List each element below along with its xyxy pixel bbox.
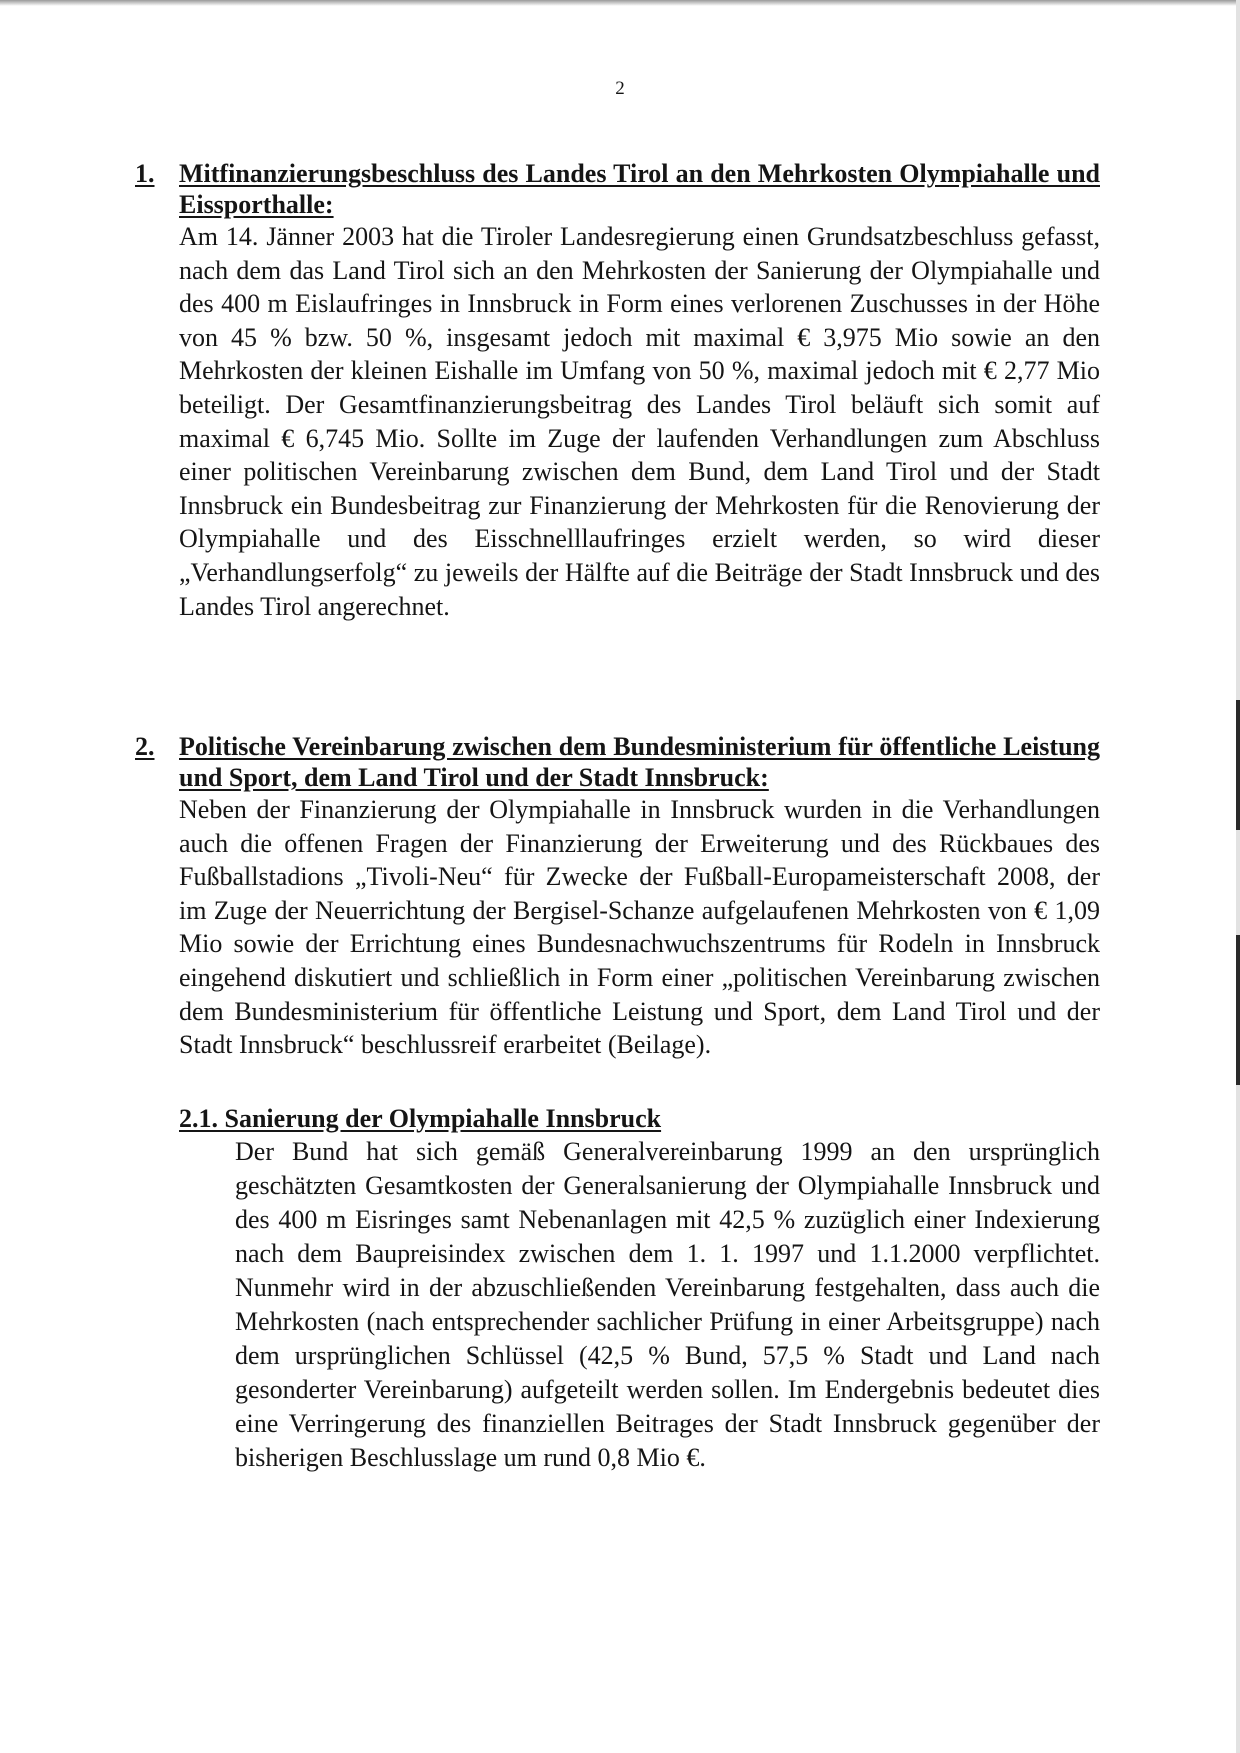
section-1-heading: [135, 158, 1100, 220]
section-2-number: 2.: [135, 732, 155, 761]
subsection-2-1-body: Der Bund hat sich gemäß Generalvereinbarung 1999 an den ursprünglich geschätzten Gesamtkosten der Generalsanierung der Olympiahalle Innsbruck und des 400 m Eisringes samt Nebenanlagen mit 42,5 % zuzüglich einer Indexierung nach dem Baupreisindex zwischen dem 1. 1. 1997 und 1.1.2000 verpflichtet. Nunmehr wird in der abzuschließenden Vereinbarung festgehalten, dass auch die Mehrkosten (nach entsprechender sachlicher Prüfung in einer Arbeitsgruppe) nach dem ursprünglichen Schlüssel (42,5 % Bund, 57,5 % Stadt und Land nach gesonderter Vereinbarung) aufgeteilt werden sollen. Im Endergebnis bedeutet dies eine Verringerung des finanziellen Beitrages der Stadt Innsbruck gegenüber der bisherigen Beschlusslage um rund 0,8 Mio €.: [235, 1136, 1100, 1472]
scan-right-edge: [1236, 0, 1240, 1753]
subsection-2-1-title: 2.1. Sanierung der Olympiahalle Innsbruck: [179, 1103, 662, 1133]
section-2-title: Politische Vereinbarung zwischen dem Bundesministerium für öffentliche Leistung und Sport, dem Land Tirol und der Stadt Innsbruck:: [179, 732, 1100, 792]
section-1-number: 1.: [135, 159, 155, 188]
section-1: [135, 158, 1100, 623]
section-2-heading: [135, 731, 1100, 793]
subsection-2-1: [179, 1102, 1100, 1475]
section-2-body: Neben der Finanzierung der Olympiahalle in Innsbruck wurden in die Verhandlungen auch die offenen Fragen der Finanzierung der Erweiterung und des Rückbaues des Fußballstadions „Tivoli-Neu“ für Zwecke der Fußball-Europameisterschaft 2008, der im Zuge der Neuerrichtung der Bergisel-Schanze aufgelaufenen Mehrkosten von € 1,09 Mio sowie der Errichtung eines Bundesnachwuchszentrums für Rodeln in Innsbruck eingehend diskutiert und schließlich in Form einer „politischen Vereinbarung zwischen dem Bundesministerium für öffentliche Leistung und Sport, dem Land Tirol und der Stadt Innsbruck“ beschlussreif erarbeitet (Beilage).: [179, 795, 1100, 1060]
section-1-body: Am 14. Jänner 2003 hat die Tiroler Landesregierung einen Grundsatzbeschluss gefasst, nach dem das Land Tirol sich an den Mehrkosten der Sanierung der Olympiahalle und des 400 m Eislaufringes in Innsbruck in Form eines verlorenen Zuschusses in der Höhe von 45 % bzw. 50 %, insgesamt jedoch mit maximal € 3,975 Mio sowie an den Mehrkosten der kleinen Eishalle im Umfang von 50 %, maximal jedoch mit € 2,77 Mio beteiligt. Der Gesamtfinanzierungsbeitrag des Landes Tirol beläuft sich somit auf maximal € 6,745 Mio. Sollte im Zuge der laufenden Verhandlungen zum Abschluss einer politischen Vereinbarung zwischen dem Bund, dem Land Tirol und der Stadt Innsbruck ein Bundesbeitrag zur Finanzierung der Mehrkosten für die Renovierung der Olympiahalle und des Eisschnelllaufringes erzielt werden, so wird dieser „Verhandlungserfolg“ zu jeweils der Hälfte auf die Beiträge der Stadt Innsbruck und des Landes Tirol angerechnet.: [179, 222, 1100, 621]
scan-edge-mark: [1236, 935, 1240, 1085]
page-number: 2: [615, 78, 625, 99]
section-1-title: Mitfinanzierungsbeschluss des Landes Tirol an den Mehrkosten Olympiahalle und Eissporthalle:: [179, 159, 1100, 219]
section-2: [135, 731, 1100, 1475]
scan-edge-mark: [1236, 700, 1240, 830]
scan-top-edge: [0, 0, 1240, 6]
